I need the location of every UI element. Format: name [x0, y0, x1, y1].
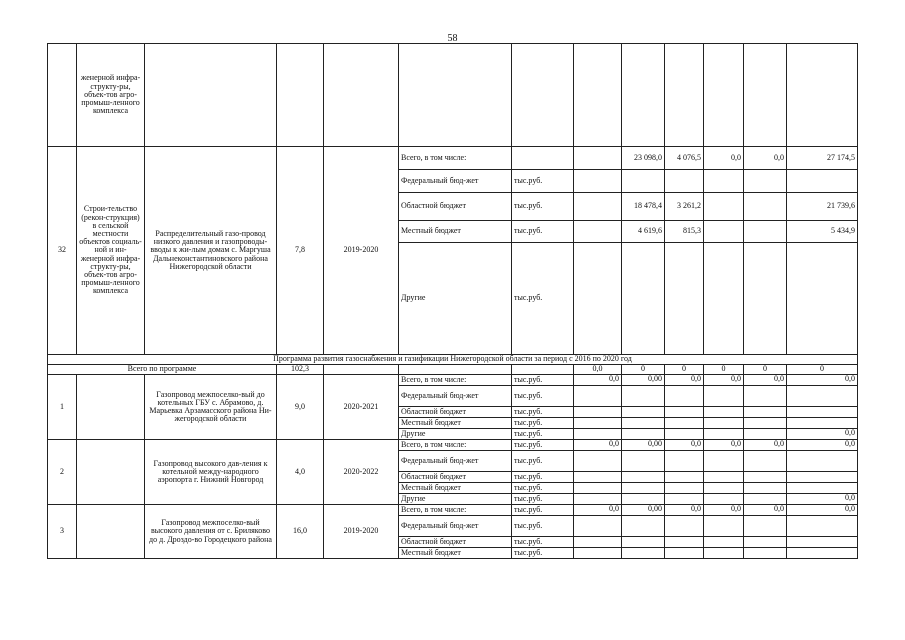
value-cell: [787, 386, 858, 407]
value-cell: 23 098,0: [622, 147, 665, 170]
row-number: 32: [48, 147, 77, 355]
value-cell: [622, 548, 665, 559]
value-cell: [744, 429, 787, 440]
value-cell: [622, 386, 665, 407]
value-cell: [744, 548, 787, 559]
length-km: 9,0: [277, 375, 324, 440]
value-cell: [744, 221, 787, 243]
unit: тыс.руб.: [512, 548, 574, 559]
funding-source: Местный бюджет: [399, 483, 512, 494]
value-cell: [574, 386, 622, 407]
value-cell: 0,0: [744, 375, 787, 386]
value-cell: [787, 407, 858, 418]
unit: тыс.руб.: [512, 386, 574, 407]
empty-cell: [744, 44, 787, 147]
funding-source: Федеральный бюд-жет: [399, 386, 512, 407]
value-cell: [704, 516, 744, 537]
value-cell: [622, 407, 665, 418]
value-cell: 0,0: [704, 375, 744, 386]
empty-cell: [399, 44, 512, 147]
unit: [512, 147, 574, 170]
value-cell: [665, 451, 704, 472]
funding-row: [48, 375, 858, 386]
program-total-row: [48, 365, 858, 375]
empty-cell: [512, 44, 574, 147]
empty-cell: [277, 44, 324, 147]
num-cell: [48, 44, 77, 147]
program-title: Программа развития газоснабжения и газификации Нижегородской области за период с 2016 по 2020 год: [48, 355, 858, 365]
value-cell: [574, 537, 622, 548]
value-cell: [574, 147, 622, 170]
program-total-value: 0: [704, 365, 744, 375]
empty-cell: [704, 44, 744, 147]
unit: тыс.руб.: [512, 516, 574, 537]
category-cell: [77, 440, 145, 505]
length-km: 7,8: [277, 147, 324, 355]
value-cell: 18 478,4: [622, 193, 665, 221]
value-cell: [665, 548, 704, 559]
value-cell: [744, 407, 787, 418]
funding-source: Другие: [399, 243, 512, 355]
value-cell: [744, 170, 787, 193]
length-km: 16,0: [277, 505, 324, 559]
category-cell: [77, 375, 145, 440]
unit: тыс.руб.: [512, 483, 574, 494]
value-cell: [574, 483, 622, 494]
value-cell: [704, 472, 744, 483]
value-cell: 815,3: [665, 221, 704, 243]
value-cell: [622, 516, 665, 537]
category-name: женерной инфра-структу-ры, объек-тов агро-промыш-ленного комплекса: [77, 44, 145, 147]
value-cell: [787, 472, 858, 483]
program-total-value: 0: [787, 365, 858, 375]
value-cell: 0,0: [787, 429, 858, 440]
funding-source: Областной бюджет: [399, 537, 512, 548]
value-cell: [622, 451, 665, 472]
value-cell: [704, 221, 744, 243]
value-cell: 0,00: [622, 505, 665, 516]
value-cell: [787, 537, 858, 548]
value-cell: [744, 516, 787, 537]
empty-cell: [399, 365, 512, 375]
value-cell: [665, 472, 704, 483]
funding-source: Федеральный бюд-жет: [399, 170, 512, 193]
value-cell: 0,0: [787, 505, 858, 516]
value-cell: 0,00: [622, 375, 665, 386]
value-cell: 0,0: [574, 375, 622, 386]
value-cell: [574, 407, 622, 418]
empty-cell: [145, 44, 277, 147]
value-cell: [704, 193, 744, 221]
empty-cell: [787, 44, 858, 147]
unit: тыс.руб.: [512, 440, 574, 451]
period: 2019-2020: [324, 147, 399, 355]
value-cell: 0,0: [744, 147, 787, 170]
value-cell: [622, 494, 665, 505]
program-total-value: 0: [744, 365, 787, 375]
value-cell: [574, 451, 622, 472]
value-cell: [704, 494, 744, 505]
value-cell: [622, 472, 665, 483]
value-cell: 0,0: [704, 440, 744, 451]
object-name: Газопровод межпоселко-вый высокого давления от с. Бриляково до д. Дроздо-во Городецкого района: [145, 505, 277, 559]
program-total-value: 0: [622, 365, 665, 375]
funding-source: Областной бюджет: [399, 193, 512, 221]
value-cell: [574, 221, 622, 243]
value-cell: [704, 548, 744, 559]
value-cell: [787, 516, 858, 537]
value-cell: [574, 170, 622, 193]
program-total-value: 0: [665, 365, 704, 375]
value-cell: [665, 407, 704, 418]
value-cell: [665, 483, 704, 494]
value-cell: [574, 429, 622, 440]
value-cell: 0,0: [574, 505, 622, 516]
value-cell: [622, 483, 665, 494]
continuation-row: [48, 44, 858, 147]
value-cell: 0,0: [704, 505, 744, 516]
length-km: 4,0: [277, 440, 324, 505]
value-cell: [574, 243, 622, 355]
unit: тыс.руб.: [512, 243, 574, 355]
value-cell: [744, 494, 787, 505]
value-cell: 0,0: [744, 505, 787, 516]
program-total-length: 102,3: [277, 365, 324, 375]
unit: тыс.руб.: [512, 221, 574, 243]
funding-row: [48, 440, 858, 451]
value-cell: 4 076,5: [665, 147, 704, 170]
value-cell: [622, 170, 665, 193]
value-cell: [704, 483, 744, 494]
unit: тыс.руб.: [512, 505, 574, 516]
unit: тыс.руб.: [512, 429, 574, 440]
empty-cell: [574, 44, 622, 147]
category-cell: [77, 505, 145, 559]
value-cell: 3 261,2: [665, 193, 704, 221]
value-cell: [622, 243, 665, 355]
value-cell: [665, 418, 704, 429]
value-cell: [574, 494, 622, 505]
value-cell: [704, 386, 744, 407]
page-number: 58: [447, 33, 458, 44]
value-cell: [574, 548, 622, 559]
value-cell: [622, 418, 665, 429]
value-cell: [574, 516, 622, 537]
value-cell: 5 434,9: [787, 221, 858, 243]
empty-cell: [665, 44, 704, 147]
value-cell: [665, 494, 704, 505]
unit: тыс.руб.: [512, 472, 574, 483]
value-cell: [704, 243, 744, 355]
value-cell: 0,0: [665, 505, 704, 516]
unit: тыс.руб.: [512, 375, 574, 386]
value-cell: [704, 407, 744, 418]
program-total-value: 0,0: [574, 365, 622, 375]
value-cell: [744, 243, 787, 355]
funding-source: Другие: [399, 494, 512, 505]
period: 2020-2022: [324, 440, 399, 505]
value-cell: 4 619,6: [622, 221, 665, 243]
empty-cell: [512, 365, 574, 375]
funding-source: Другие: [399, 429, 512, 440]
value-cell: 0,0: [665, 440, 704, 451]
unit: тыс.руб.: [512, 193, 574, 221]
value-cell: [665, 516, 704, 537]
period: 2020-2021: [324, 375, 399, 440]
value-cell: 0,0: [787, 375, 858, 386]
funding-source: Местный бюджет: [399, 221, 512, 243]
value-cell: [704, 418, 744, 429]
value-cell: 27 174,5: [787, 147, 858, 170]
funding-source: Всего, в том числе:: [399, 440, 512, 451]
object-name: Распределительный газо-провод низкого давления и газопроводы-вводы к жи-лым домам с. Маргуша Дальнеконстантиновского района Нижегородской области: [145, 147, 277, 355]
funding-source: Местный бюджет: [399, 548, 512, 559]
unit: тыс.руб.: [512, 418, 574, 429]
empty-cell: [324, 365, 399, 375]
value-cell: [574, 472, 622, 483]
value-cell: [704, 451, 744, 472]
value-cell: [787, 483, 858, 494]
value-cell: [704, 429, 744, 440]
category-name: Строи-тельство (рекон-струкция) в сельской местности объектов социаль-ной и ин-женерной инфра-структу-ры, объек-тов агро-промыш-ленного комплекса: [77, 147, 145, 355]
value-cell: [787, 418, 858, 429]
unit: тыс.руб.: [512, 451, 574, 472]
value-cell: [665, 429, 704, 440]
value-cell: [744, 386, 787, 407]
unit: тыс.руб.: [512, 407, 574, 418]
funding-source: Областной бюджет: [399, 472, 512, 483]
funding-source: Всего, в том числе:: [399, 505, 512, 516]
funding-source: Всего, в том числе:: [399, 375, 512, 386]
funding-row: [48, 147, 858, 170]
value-cell: 0,0: [787, 494, 858, 505]
value-cell: 0,0: [704, 147, 744, 170]
funding-source: Федеральный бюд-жет: [399, 451, 512, 472]
funding-source: Местный бюджет: [399, 418, 512, 429]
row-number: 3: [48, 505, 77, 559]
value-cell: [622, 429, 665, 440]
program-total-label: Всего по программе: [48, 365, 277, 375]
value-cell: [574, 418, 622, 429]
value-cell: [622, 537, 665, 548]
value-cell: [744, 472, 787, 483]
funding-source: Областной бюджет: [399, 407, 512, 418]
value-cell: [704, 537, 744, 548]
value-cell: [744, 537, 787, 548]
value-cell: 21 739,6: [787, 193, 858, 221]
funding-source: Всего, в том числе:: [399, 147, 512, 170]
value-cell: 0,0: [574, 440, 622, 451]
object-name: Газопровод высокого дав-ления к котельной между-народного аэропорта г. Нижний Новгород: [145, 440, 277, 505]
unit: тыс.руб.: [512, 494, 574, 505]
object-name: Газопровод межпоселко-вый до котельных ГБУ с. Абрамово, д. Марьевка Арзамасского района Ни-жегородской области: [145, 375, 277, 440]
value-cell: [787, 170, 858, 193]
program-title-row: [48, 355, 858, 365]
empty-cell: [324, 44, 399, 147]
value-cell: 0,0: [665, 375, 704, 386]
value-cell: [787, 548, 858, 559]
empty-cell: [622, 44, 665, 147]
funding-row: [48, 505, 858, 516]
program-table: [47, 43, 858, 559]
value-cell: [665, 537, 704, 548]
value-cell: 0,0: [787, 440, 858, 451]
value-cell: 0,00: [622, 440, 665, 451]
funding-source: Федеральный бюд-жет: [399, 516, 512, 537]
value-cell: [665, 170, 704, 193]
value-cell: 0,0: [744, 440, 787, 451]
value-cell: [787, 243, 858, 355]
value-cell: [665, 386, 704, 407]
row-number: 2: [48, 440, 77, 505]
unit: тыс.руб.: [512, 537, 574, 548]
value-cell: [665, 243, 704, 355]
value-cell: [744, 193, 787, 221]
value-cell: [744, 451, 787, 472]
unit: тыс.руб.: [512, 170, 574, 193]
row-number: 1: [48, 375, 77, 440]
value-cell: [787, 451, 858, 472]
value-cell: [744, 483, 787, 494]
value-cell: [744, 418, 787, 429]
value-cell: [704, 170, 744, 193]
period: 2019-2020: [324, 505, 399, 559]
value-cell: [574, 193, 622, 221]
